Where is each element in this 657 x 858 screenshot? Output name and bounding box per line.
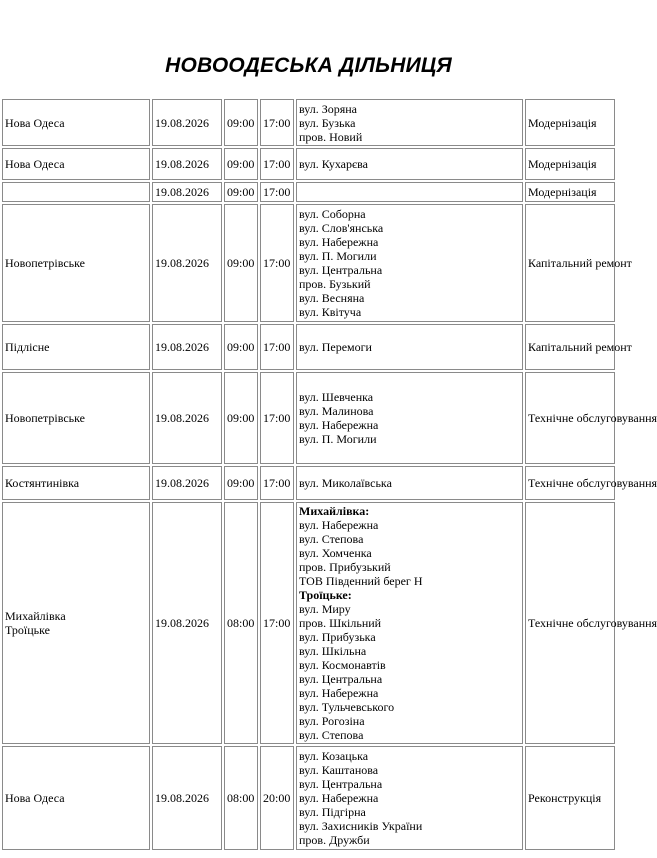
end-time-cell: 17:00 [260, 182, 294, 202]
street-name: вул. Набережна [299, 686, 379, 700]
table-row [2, 502, 615, 744]
settlement-name: Новопетрівське [5, 411, 85, 425]
street-name: вул. Весняна [299, 291, 365, 305]
end-time-cell: 17:00 [260, 324, 294, 370]
start-time-cell: 09:00 [224, 99, 258, 146]
street-name: вул. Слов'янська [299, 221, 384, 235]
work-type-cell: Модернізація [525, 99, 615, 146]
end-time-cell: 17:00 [260, 466, 294, 500]
settlement-name: Нова Одеса [5, 157, 65, 171]
outage-schedule-table [0, 97, 657, 852]
street-name: вул. Соборна [299, 207, 366, 221]
settlement-cell [2, 502, 150, 744]
settlement-name: Підлісне [5, 340, 50, 354]
street-name: вул. Малинова [299, 404, 374, 418]
settlement-heading: Троїцьке: [299, 588, 352, 602]
settlement-cell [2, 324, 150, 370]
work-type-cell: Технічне обслуговування [525, 372, 615, 464]
street-name: вул. Набережна [299, 235, 379, 249]
work-type-cell: Капітальний ремонт [525, 204, 615, 322]
date-cell: 19.08.2026 [152, 182, 222, 202]
street-name: вул. Набережна [299, 791, 379, 805]
table-row [2, 372, 615, 464]
table-row [2, 148, 615, 180]
start-time-cell: 09:00 [224, 182, 258, 202]
start-time-cell: 08:00 [224, 502, 258, 744]
streets-cell [296, 148, 523, 180]
street-name: вул. Прибузька [299, 630, 376, 644]
street-name: вул. Центральна [299, 263, 383, 277]
street-name: вул. Козацька [299, 749, 369, 763]
street-name: вул. Миколаївська [299, 476, 392, 490]
street-name: вул. Шкільна [299, 644, 367, 658]
streets-cell [296, 204, 523, 322]
street-name: вул. Рогозіна [299, 714, 365, 728]
street-name: вул. Перемоги [299, 340, 372, 354]
work-type-cell: Модернізація [525, 148, 615, 180]
streets-cell [296, 324, 523, 370]
end-time-cell: 17:00 [260, 372, 294, 464]
street-name: пров. Бузький [299, 277, 371, 291]
street-name: вул. Центральна [299, 777, 383, 791]
street-name: вул. Степова [299, 532, 364, 546]
table-row [2, 324, 615, 370]
work-type-cell: Реконструкція [525, 746, 615, 850]
settlement-cell [2, 204, 150, 322]
street-name: пров. Дружби [299, 833, 370, 847]
work-type-cell: Модернізація [525, 182, 615, 202]
street-name: вул. Набережна [299, 518, 379, 532]
street-name: вул. Хомченка [299, 546, 372, 560]
date-cell: 19.08.2026 [152, 99, 222, 146]
streets-cell [296, 466, 523, 500]
settlement-name: Новопетрівське [5, 256, 85, 270]
start-time-cell: 08:00 [224, 746, 258, 850]
start-time-cell: 09:00 [224, 148, 258, 180]
settlement-name: Нова Одеса [5, 115, 65, 130]
street-name: вул. Підгірна [299, 805, 366, 819]
date-cell: 19.08.2026 [152, 746, 222, 850]
settlement-cell [2, 746, 150, 850]
date-cell: 19.08.2026 [152, 372, 222, 464]
date-cell: 19.08.2026 [152, 204, 222, 322]
work-type-cell: Технічне обслуговування [525, 466, 615, 500]
street-name: вул. П. Могили [299, 432, 377, 446]
start-time-cell: 09:00 [224, 466, 258, 500]
end-time-cell: 17:00 [260, 99, 294, 146]
date-cell: 19.08.2026 [152, 466, 222, 500]
end-time-cell: 17:00 [260, 148, 294, 180]
street-name: вул. Бузька [299, 115, 356, 130]
date-cell: 19.08.2026 [152, 324, 222, 370]
street-name: пров. Прибузький [299, 560, 391, 574]
street-name: вул. Космонавтів [299, 658, 386, 672]
street-name: ТОВ Південний берег Н [299, 574, 423, 588]
street-name: вул. Квітуча [299, 305, 362, 319]
street-name: вул. П. Могили [299, 249, 377, 263]
streets-cell [296, 182, 523, 202]
street-name: вул. Центральна [299, 672, 383, 686]
table-row [2, 746, 615, 850]
work-type-cell: Технічне обслуговування [525, 502, 615, 744]
table-row [2, 99, 615, 146]
streets-cell [296, 372, 523, 464]
street-name: пров. Шкільний [299, 616, 382, 630]
settlement-name: Троїцьке [5, 623, 50, 637]
start-time-cell: 09:00 [224, 324, 258, 370]
end-time-cell: 17:00 [260, 502, 294, 744]
settlement-cell [2, 372, 150, 464]
street-name: вул. Набережна [299, 418, 379, 432]
street-name: вул. Захисників України [299, 819, 423, 833]
end-time-cell: 17:00 [260, 204, 294, 322]
settlement-name: Михайлівка [5, 609, 66, 623]
settlement-cell [2, 99, 150, 146]
table-row [2, 182, 615, 202]
streets-cell [296, 99, 523, 146]
street-name: вул. Шевченка [299, 390, 374, 404]
street-name: вул. Кухарєва [299, 157, 368, 171]
street-name: вул. Каштанова [299, 763, 379, 777]
settlement-cell [2, 182, 150, 202]
settlement-heading: Михайлівка: [299, 504, 370, 518]
work-type-cell: Капітальний ремонт [525, 324, 615, 370]
start-time-cell: 09:00 [224, 204, 258, 322]
streets-cell [296, 502, 523, 744]
streets-cell [296, 746, 523, 850]
settlement-name: Нова Одеса [5, 791, 65, 805]
street-name: вул. Тульчевського [299, 700, 395, 714]
date-cell: 19.08.2026 [152, 502, 222, 744]
table-row [2, 204, 615, 322]
settlement-cell [2, 466, 150, 500]
street-name: вул. Зоряна [299, 101, 357, 116]
table-row [2, 466, 615, 500]
street-name: пров. Новий [299, 129, 363, 144]
end-time-cell: 20:00 [260, 746, 294, 850]
settlement-name: Костянтинівка [5, 476, 80, 490]
page-title: НОВООДЕСЬКА ДІЛЬНИЦЯ [165, 54, 452, 77]
start-time-cell: 09:00 [224, 372, 258, 464]
settlement-cell [2, 148, 150, 180]
date-cell: 19.08.2026 [152, 148, 222, 180]
street-name: вул. Степова [299, 728, 364, 742]
street-name: вул. Миру [299, 602, 351, 616]
